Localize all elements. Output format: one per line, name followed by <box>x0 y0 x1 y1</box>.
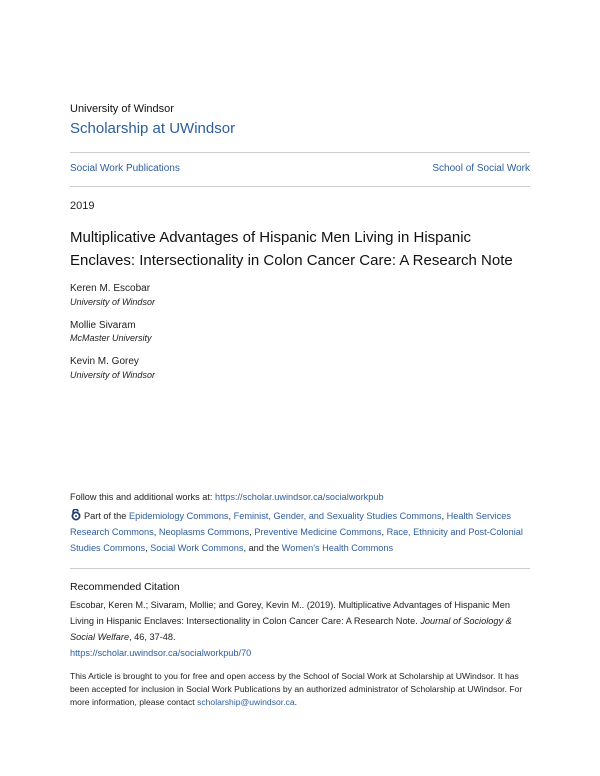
citation-body <box>70 597 535 661</box>
commons-link[interactable]: Race, Ethnicity and Post-Colonial Studies Commons <box>70 527 523 553</box>
author-affiliation: McMaster University <box>70 333 152 343</box>
footer-notice: This Article is brought to you for free and open access by the School of Social Work at Scholarship at UWindsor. It has been accepted for inclusion in Social Work Publications by an authorized administrator of Scholarship at UWindsor. For more information, please contact scholarship@uwindsor.ca. <box>70 671 523 707</box>
contact-email-link[interactable]: scholarship@uwindsor.ca <box>197 697 295 707</box>
part-of-prefix: Part of the <box>84 511 129 521</box>
divider-mid <box>70 186 530 187</box>
commons-link[interactable]: Women's Health Commons <box>281 543 394 553</box>
author-name: Kevin M. Gorey <box>70 356 139 367</box>
author-affiliation: University of Windsor <box>70 297 155 307</box>
follow-text: Follow this and additional works at: <box>70 492 216 502</box>
open-access-icon <box>70 509 82 521</box>
commons-link[interactable]: Feminist, Gender, and Sexuality Studies Commons <box>233 511 442 521</box>
footer-text: This Article is brought to you for free and open access by the School of Social Work at Scholarship at UWindsor. It has been accepted for inclusion in Social Work Publications by an authorized administrator of Scholarship at UWindsor. For more information, please contact <box>70 671 523 707</box>
author-name: Keren M. Escobar <box>70 283 151 294</box>
author-name: Mollie Sivaram <box>70 320 136 331</box>
citation-url[interactable]: https://scholar.uwindsor.ca/socialworkpub/70 <box>70 648 252 658</box>
citation-heading: Recommended Citation <box>70 581 180 593</box>
paper-title: Multiplicative Advantages of Hispanic Men Living in Hispanic Enclaves: Intersectionality in Colon Cancer Care: A Research Note <box>70 229 513 269</box>
citation-volume: , 46, 37-48. <box>129 632 176 642</box>
follow-link[interactable]: https://scholar.uwindsor.ca/socialworkpub <box>215 492 384 502</box>
publication-year: 2019 <box>70 200 95 212</box>
citation-journal: Journal of Sociology & Social Welfare <box>70 616 512 642</box>
divider-citation <box>70 568 530 569</box>
series-link[interactable]: Social Work Publications <box>70 163 180 174</box>
citation-text: Escobar, Keren M.; Sivaram, Mollie; and Gorey, Kevin M.. (2019). Multiplicative Advantages of Hispanic Men Living in Hispanic Enclaves: Intersectionality in Colon Cancer Care: A Research Note. <box>70 600 511 626</box>
commons-link[interactable]: Preventive Medicine Commons <box>254 527 382 537</box>
commons-link[interactable]: Neoplasms Commons <box>158 527 250 537</box>
commons-link[interactable]: Social Work Commons <box>150 543 244 553</box>
follow-line <box>70 489 540 505</box>
repository-link[interactable]: Scholarship at UWindsor <box>70 120 236 137</box>
author-affiliation: University of Windsor <box>70 370 155 380</box>
commons-link[interactable]: Epidemiology Commons <box>128 511 229 521</box>
commons-link[interactable]: Health Services Research Commons <box>70 511 511 537</box>
department-link[interactable]: School of Social Work <box>432 163 530 174</box>
divider-top <box>70 152 530 153</box>
university-name: University of Windsor <box>70 103 174 115</box>
part-of-commons: Part of the Epidemiology Commons, Feminist, Gender, and Sexuality Studies Commons, Health Services Research Commons, Neoplasms Commons, Preventive Medicine Commons, Race, Ethnicity and Post-Colonial Studies Commons, Social Work Commons, and the Women's Health Commons <box>70 511 523 553</box>
